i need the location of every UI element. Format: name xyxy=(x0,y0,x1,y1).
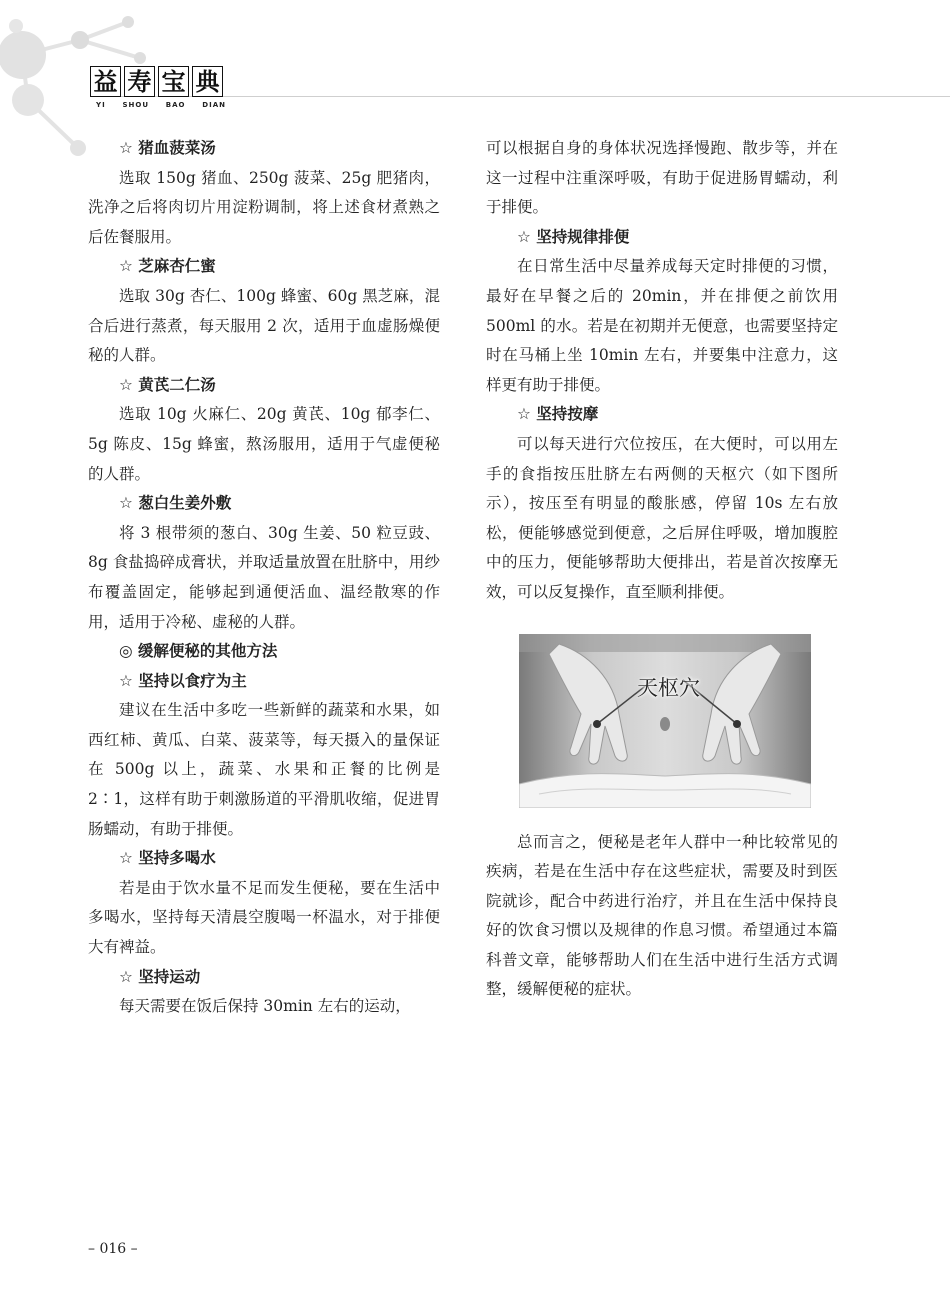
left-column xyxy=(88,134,440,1022)
figure-label-tianshu: 天枢穴 xyxy=(637,675,700,700)
pinyin-syllable: SHOU xyxy=(122,101,150,109)
paragraph-scallion-ginger-compress: 将 3 根带须的葱白、30g 生姜、50 粒豆豉、8g 食盐捣碎成膏状，并取适量放置在肚脐中，用纱布覆盖固定，能够起到通便活血、温经散寒的作用，适用于冷秘、虚秘的人群。 xyxy=(88,523,440,631)
paragraph-drink-water: 若是由于饮水量不足而发生便秘，要在生活中多喝水，坚持每天清晨空腹喝一杯温水，对于排便大有裨益。 xyxy=(88,878,440,957)
brand-logo xyxy=(90,66,223,97)
paragraph-exercise-continued: 可以根据自身的身体状况选择慢跑、散步等，并在这一过程中注重深呼吸，有助于促进肠胃蠕动，利于排便。 xyxy=(486,139,838,217)
paragraph-astragalus-soup: 选取 10g 火麻仁、20g 黄芪、10g 郁李仁、5g 陈皮、15g 蜂蜜，熬汤服用，适用于气虚便秘的人群。 xyxy=(88,405,440,483)
heading-sesame-almond-honey: ☆ 芝麻杏仁蜜 xyxy=(119,257,216,276)
brand-char: 宝 xyxy=(158,66,189,97)
heading-diet-therapy: ☆ 坚持以食疗为主 xyxy=(119,671,247,690)
paragraph-diet-therapy: 建议在生活中多吃一些新鲜的蔬菜和水果，如西红柿、黄瓜、白菜、菠菜等，每天摄入的量保证在 500g 以上，蔬菜、水果和正餐的比例是 2∶1，这样有助于刺激肠道的平滑肌收缩，促进胃肠蠕动，有助于排便。 xyxy=(88,701,440,838)
heading-pig-blood-soup: ☆ 猪血菠菜汤 xyxy=(119,139,216,157)
heading-drink-water: ☆ 坚持多喝水 xyxy=(119,849,216,868)
paragraph-regular-bowel: 在日常生活中尽量养成每天定时排便的习惯，最好在早餐之后的 20min，并在排便之前饮用 500ml 的水。若是在初期并无便意，也需要坚持定时在马桶上坐 10min 左右，并要集中注意力，这样更有助于排便。 xyxy=(486,257,838,394)
brand-pinyin xyxy=(96,101,226,109)
tianshu-acupoint-figure xyxy=(519,634,811,808)
right-column xyxy=(486,134,838,1005)
brand-char: 益 xyxy=(90,66,121,97)
heading-exercise: ☆ 坚持运动 xyxy=(119,967,201,986)
paragraph-pig-blood-soup: 选取 150g 猪血、250g 菠菜、25g 肥猪肉，洗净之后将肉切片用淀粉调制，将上述食材煮熟之后佐餐服用。 xyxy=(88,168,440,246)
section-heading-other-methods: ◎ 缓解便秘的其他方法 xyxy=(119,642,278,661)
pinyin-syllable: YI xyxy=(96,101,106,109)
brand-char: 典 xyxy=(192,66,223,97)
paragraph-sesame-almond-honey: 选取 30g 杏仁、100g 蜂蜜、60g 黑芝麻，混合后进行蒸煮，每天服用 2 次，适用于血虚肠燥便秘的人群。 xyxy=(88,286,440,365)
heading-astragalus-soup: ☆ 黄芪二仁汤 xyxy=(119,375,216,394)
pinyin-syllable: BAO xyxy=(165,101,186,109)
abdomen-massage-illustration-icon xyxy=(519,634,811,808)
page-number: – 016 – xyxy=(88,1241,138,1257)
paragraph-conclusion: 总而言之，便秘是老年人群中一种比较常见的疾病，若是在生活中存在这些症状，需要及时到医院就诊，配合中药进行治疗，并且在生活中保持良好的饮食习惯以及规律的作息习惯。希望通过本篇科普文章，能够帮助人们在生活中进行生活方式调整，缓解便秘的症状。 xyxy=(486,832,838,999)
heading-regular-bowel: ☆ 坚持规律排便 xyxy=(517,227,630,246)
heading-massage: ☆ 坚持按摩 xyxy=(517,405,599,424)
brand-char: 寿 xyxy=(124,66,155,97)
heading-scallion-ginger-compress: ☆ 葱白生姜外敷 xyxy=(119,494,232,513)
paragraph-massage: 可以每天进行穴位按压，在大便时，可以用左手的食指按压肚脐左右两侧的天枢穴（如下图所示），按压至有明显的酸胀感，停留 10s 左右放松，便能够感觉到便意，之后屏住呼吸，增加腹腔中的压力，便能够帮助大便排出，若是首次按摩无效，可以反复操作，直至顺利排便。 xyxy=(486,434,838,601)
paragraph-exercise: 每天需要在饭后保持 30min 左右的运动， xyxy=(119,997,411,1016)
pinyin-syllable: DIAN xyxy=(202,101,226,109)
